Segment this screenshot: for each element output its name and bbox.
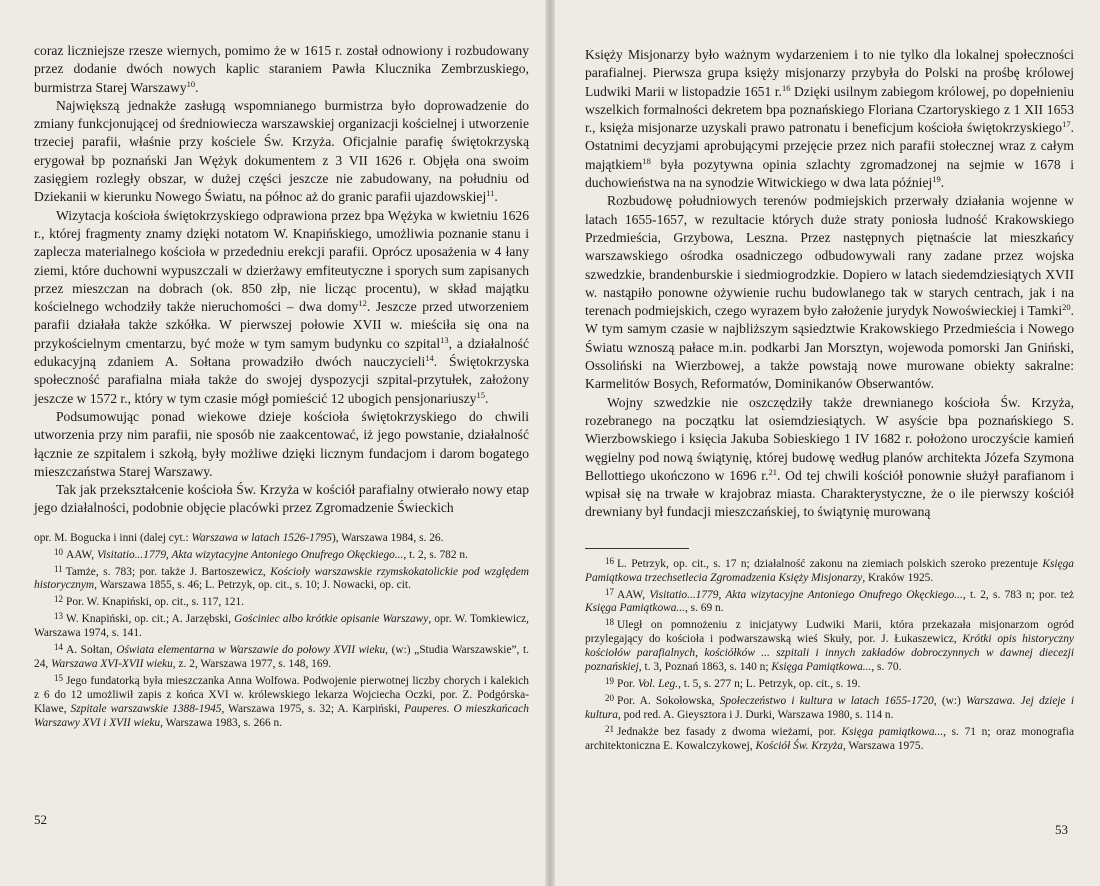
text-run: , (w:) <box>933 694 967 707</box>
text-run: Wojny szwedzkie nie oszczędziły także drewnianego kościoła Św. Krzyża, rozebranego na początku lat osiemdziesiątych. W asyście bpa poznańskiego S. Wierzbowskiego i księcia Jakuba Sobieskiego 1 IV 1682 r. położono uroczyście kamień węgielny pod nową świątynię, której budowę według planów architekta Józefa Szymona Bellottiego ukończono w 1696 r. <box>585 394 1074 483</box>
footnote-number: 13 <box>54 611 63 622</box>
footnote-ref: 15 <box>476 389 485 400</box>
left-page <box>0 0 549 886</box>
text-run: Podsumowując ponad wiekowe dzieje kościoła świętokrzyskiego do chwili utworzenia przy nim parafii, nie sposób nie zaakcentować, iż jego powstanie, działalność łącznie ze szpitalem i szkołą, były możliwe dzięki licznym fundacjom i darom bogatego mieszczaństwa Starej Warszawy. <box>34 408 529 479</box>
italic-text: Księga pamiątkowa... <box>841 725 944 738</box>
paragraph <box>34 42 529 97</box>
text-run: AAW, <box>617 588 650 601</box>
text-run: , (w:) „Studia Warszawskie”, t. 24, <box>34 644 530 670</box>
footnote <box>585 692 1074 723</box>
text-run: . <box>195 79 199 95</box>
footnote <box>34 610 529 641</box>
italic-text: Kościoły warszawskie rzymskokatolickie pod względem historycznym <box>34 565 529 592</box>
italic-text: Visitatio...1779, Akta wizytacyjne Antoniego Onufrego Okęckiego... <box>96 548 404 561</box>
footnote-ref: 12 <box>358 298 367 309</box>
italic-text: Warszawa. Jej dzieje i kultura <box>585 694 1074 721</box>
italic-text: Gościniec albo krótkie opisanie Warszawy <box>234 613 429 626</box>
italic-text: Oświata elementarna w Warszawie do połowy XVII wieku <box>116 644 386 657</box>
footnote-number: 17 <box>605 586 614 597</box>
footnote-ref: 14 <box>425 353 434 364</box>
footnote-number: 18 <box>605 617 614 628</box>
text-run: Por. <box>617 677 638 690</box>
footnote-ref: 11 <box>486 188 495 199</box>
text-run: Por. A. Sokołowska, <box>617 694 720 707</box>
text-run: Księży Misjonarzy było ważnym wydarzeniem i to nie tylko dla lokalnej społeczności parafialnej. Pierwsza grupa księży misjonarzy przybyła do Polski na prośbę królowej Ludwiki Marii w listopadzie 1651 r. <box>585 47 1074 99</box>
paragraph <box>34 207 529 408</box>
paragraph <box>585 394 1074 522</box>
text-run: ), Warszawa 1984, s. 26. <box>331 531 444 544</box>
text-run: , opr. W. Tomkiewicz, Warszawa 1974, s. 141. <box>34 613 529 640</box>
text-run: Największą jednakże zasługą wspomnianego burmistrza było doprowadzenie do zmiany funkcjonującej od średniowiecza warszawskiej organizacji kościelnej i utworzenie trzeciej parafii, właśnie przy kościele Św. Krzyża. Oficjalnie parafię świętokrzyską erygował bp poznański Jan Wężyk dokumentem z 3 VII 1626 r. Objęła ona swoim zasięgiem rozległy obszar, w dużej części jeszcze nie zabudowany, na południu od Dziekanii w kierunku Nowego Światu, na północ aż do granic parafii ujazdowskiej <box>34 97 529 205</box>
text-run: . Jeszcze przed utworzeniem parafii działała także szkółka. W pierwszej połowie XVII w. mieściła się ona na przykościelnym cmentarzu, być może w tym samym budynku co szpital <box>34 299 529 351</box>
text-run: Rozbudowę południowych terenów podmiejskich przerwały działania wojenne w latach 1655-1657, w rezultacie których duże straty poniosła ludność Krakowskiego Przedmieścia, Grzybowa, Leszna. Przez następnych piętnaście lat mieszkańcy warszawskiego ośrodka osadniczego odbudowywali rany zadane przez wojska szwedzkie, brandenburskie i siedmiogrodzkie. Dopiero w latach siedemdziesiątych XVII w. nastąpiło ponowne ożywienie ruchu budowlanego tak w starych centrach, jak i na terenach podmiejskich, czego wyrazem było założenie jurydyk Nowoświeckiej i Tamki <box>585 193 1074 319</box>
text-run: . Od tej chwili kościół ponownie służył parafianom i wpisał się na trwałe w krajobraz miasta. Charakterystyczne, że o ile pierwszy kościół drewniany był fundacji mieszczańskiej, to świątynię murowaną <box>585 467 1074 520</box>
text-run: , Warszawa 1983, s. 266 n. <box>160 716 283 729</box>
italic-text: Społeczeństwo i kultura w latach 1655-1720 <box>719 694 934 707</box>
right-footnotes <box>585 555 1074 754</box>
italic-text: Księga Pamiątkowa... <box>771 661 872 674</box>
left-footnotes <box>34 532 529 731</box>
footnote-ref: 19 <box>932 174 941 185</box>
text-run: Uległ on pomnożeniu z inicjatywy Ludwiki Marii, która przekazała misjonarzom ogród przylegający do kościoła i podwarszawską wieś Skuły, por. J. Łukaszewicz, <box>585 619 1074 646</box>
footnote-ref: 16 <box>781 82 791 93</box>
footnote-ref: 17 <box>1062 119 1071 130</box>
text-run: coraz liczniejsze rzesze wiernych, pomimo że w 1615 r. został odnowiony i rozbudowany przez dodanie dwóch nowych kaplic staraniem Pawła Klucznika Zembrzuskiego, burmistrza Starej Warszawy <box>34 43 529 95</box>
italic-text: Warszawa w latach 1526-1795 <box>191 531 332 544</box>
text-run: , s. 70. <box>871 661 902 674</box>
text-run: Wizytacja kościoła świętokrzyskiego odprawiona przez bpa Wężyka w kwietniu 1626 r., której fragmenty znamy dzięki notatom W. Knapińskiego, umożliwia poznanie stanu i zaplecza materialnego kościoła w przededniu erekcji parafii. Oprócz uposażenia w 4 łany ziemi, które duchowni wypuszczali w dzierżawy emfiteutyczne i sporych sum zapisanych przez mieszczan na dobrach (ok. 850 złp, nie licząc procentu), w skład majątku kościelnego wchodziły także nieruchomości – dwa domy <box>34 207 529 315</box>
footnote <box>585 675 1074 692</box>
text-run: Por. W. Knapiński, op. cit., s. 117, 121. <box>66 596 245 609</box>
italic-text: Księga Pamiątkowa trzechsetlecia Zgromadzenia Księży Misjonarzy <box>585 557 1074 584</box>
text-run: , z. 2, Warszawa 1977, s. 148, 169. <box>172 657 332 670</box>
text-run: , Warszawa 1975. <box>842 739 924 752</box>
italic-text: Pauperes. O mieszkańcach Warszawy XVI i XVII wieku <box>34 702 529 729</box>
left-body-text <box>34 42 529 518</box>
right-footnote-rule <box>585 548 689 549</box>
text-run: , pod red. A. Gieysztora i J. Durki, Warszawa 1980, s. 114 n. <box>617 708 894 721</box>
footnote-number: 20 <box>605 692 614 703</box>
text-run: , Kraków 1925. <box>862 571 934 584</box>
text-run: była pozytywna opinia szlachty zgromadzonej na sejmie w 1678 i duchowieństwa na na synodzie Witwickiego w dwa lata później <box>585 156 1074 191</box>
footnote <box>34 532 529 546</box>
text-run: . <box>494 189 498 205</box>
footnote-number: 16 <box>605 555 614 566</box>
text-run: Tak jak przekształcenie kościoła Św. Krzyża w kościół parafialny otwierało nowy etap jego działalności, podobnie objęcie placówki przez Zgromadzenie Świeckich <box>34 482 529 516</box>
italic-text: Visitatio...1779, Akta wizytacyjne Antoniego Onufrego Okęckiego... <box>649 588 963 601</box>
text-run: Tamże, s. 783; por. także J. Bartoszewicz, <box>65 565 271 578</box>
paragraph <box>585 192 1074 393</box>
footnote-number: 21 <box>605 723 614 734</box>
text-run: . Świętokrzyska społeczność parafialna miała także do swojej dyspozycji szpital-przytułek, założony jeszcze w 1572 r., który w tym czasie mógł pomieścić 12 ubogich pensjonariuszy <box>34 354 529 406</box>
footnote-ref: 21 <box>768 466 777 477</box>
paragraph <box>34 97 529 207</box>
text-run: , Warszawa 1855, s. 46; L. Petrzyk, op. cit., s. 10; J. Nowacki, op. cit. <box>94 579 411 592</box>
text-run: , Warszawa 1975, s. 32; A. Karpiński, <box>221 702 405 715</box>
text-run: , t. 3, Poznań 1863, s. 140 n; <box>638 661 772 674</box>
text-run: , t. 5, s. 277 n; L. Petrzyk, op. cit., s. 19. <box>678 677 861 690</box>
page-number-left: 52 <box>34 812 47 827</box>
text-run: A. Sołtan, <box>66 644 117 657</box>
right-body-text <box>585 46 1074 522</box>
paragraph <box>585 46 1074 192</box>
right-page <box>549 0 1100 886</box>
footnote-number: 10 <box>54 546 63 557</box>
text-run: AAW, <box>66 548 97 561</box>
book-gutter <box>545 0 555 886</box>
footnote-ref: 13 <box>440 334 449 345</box>
italic-text: Szpitale warszawskie 1388-1945 <box>70 702 222 715</box>
text-run: opr. M. Bogucka i inni (dalej cyt.: <box>34 531 192 544</box>
italic-text: Kościół Św. Krzyża <box>755 739 843 752</box>
text-run: , t. 2, s. 783 n; por. też <box>962 588 1074 601</box>
text-run: Jednakże bez fasady z dwoma wieżami, por. <box>617 725 842 738</box>
text-run: . <box>940 175 945 191</box>
text-run: , s. 69 n. <box>684 602 724 615</box>
footnote <box>585 723 1074 754</box>
footnote <box>34 563 529 594</box>
text-run: Jego fundatorką była mieszczanka Anna Wolfowa. Podwojenie pierwotnej liczby chorych i kalekich z 6 do 12 umożliwił zapis z końca XVI w. królewskiego lekarza Wojciecha Oczki, por. Z. Podgórska-Klawe, <box>34 674 529 715</box>
text-run: , t. 2, s. 782 n. <box>403 548 468 561</box>
text-run: Dzięki usilnym zabiegom królowej, po dopełnieniu wszelkich formalności dekretem bpa poznańskiego Floriana Czartoryskiego z 1 XII 1653 r., księża misjonarze uzyskali prawo patronatu i beneficjum kościoła świętokrzyskiego <box>585 83 1074 136</box>
footnote-number: 11 <box>54 563 63 574</box>
text-run: . W tym samym czasie w najbliższym sąsiedztwie Krakowskiego Przedmieścia i Nowego Światu wznoszą pałace m.in. podkarbi Jan Morsztyn, wojewoda pomorski Jan Gniński, Ossoliński na Wierzbowej, a także powstają nowe murowane obiekty sakralne: Karmelitów Bosych, Reformatów, Dominikanów Obserwantów. <box>585 303 1074 392</box>
text-run: . <box>484 390 489 406</box>
italic-text: Vol. Leg. <box>637 677 679 690</box>
footnote-number: 14 <box>54 642 63 653</box>
footnote-ref: 18 <box>642 155 651 166</box>
footnote <box>585 586 1074 617</box>
text-run: . Ostatnimi decyzjami aprobującymi przejęcie przez nich parafii stołecznej wraz z całym majątkiem <box>585 120 1074 172</box>
footnote-ref: 10 <box>186 78 196 89</box>
footnote <box>34 672 529 731</box>
paragraph <box>34 481 529 518</box>
footnote-number: 15 <box>54 672 63 683</box>
footnote <box>34 641 529 672</box>
footnote <box>34 593 529 610</box>
text-run: , s. 71 n; oraz monografia architektoniczna E. Kowalczykowej, <box>585 725 1074 752</box>
footnote <box>34 546 529 563</box>
footnote-number: 19 <box>605 675 614 686</box>
text-run: W. Knapiński, op. cit.; A. Jarzębski, <box>66 613 235 626</box>
text-run: , a działalność edukacyjną zdaniem A. Sołtana prowadziło dwóch nauczycieli <box>34 335 530 370</box>
page-number-right: 53 <box>1055 822 1068 837</box>
paragraph <box>34 408 529 481</box>
text-run: L. Petrzyk, op. cit., s. 17 n; działalność zakonu na ziemiach polskich szeroko prezentuje <box>617 557 1043 570</box>
italic-text: Krótki opis historyczny kościołów parafialnych, kościółków ... szpitali i innych zakładów dobroczynnych w dawnej diecezji poznańskiej <box>585 633 1074 674</box>
italic-text: Księga Pamiątkowa... <box>585 602 685 615</box>
italic-text: Warszawa XVI-XVII wieku <box>51 657 173 670</box>
footnote <box>585 555 1074 586</box>
footnote-ref: 20 <box>1062 302 1071 313</box>
footnote-number: 12 <box>54 594 63 605</box>
footnote <box>585 616 1074 675</box>
